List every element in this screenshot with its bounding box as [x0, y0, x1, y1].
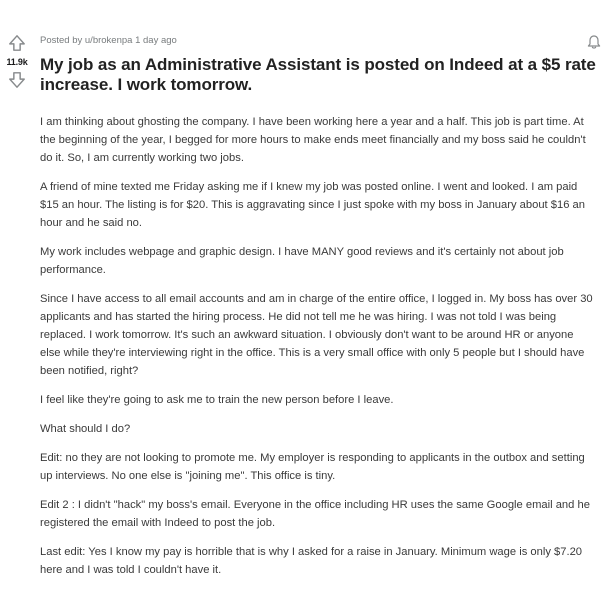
- vote-column: [0, 34, 34, 89]
- upvote-arrow-icon[interactable]: [8, 34, 26, 52]
- post-meta: [40, 34, 596, 48]
- post-content: [40, 34, 596, 590]
- body-paragraph: A friend of mine texted me Friday asking me if I knew my job was posted online. I went and looked. I am paid $15 an hour. The listing is for $20. This is aggravating since I just spoke with my boss in January about $16 an hour and he said no.: [40, 181, 585, 229]
- body-paragraph: I am thinking about ghosting the company. I have been working here a year and a half. This job is part time. At the beginning of the year, I begged for more hours to make ends meet financially and my boss said he couldn't do it. So, I am currently working two jobs.: [40, 116, 586, 164]
- post-title[interactable]: My job as an Administrative Assistant is posted on Indeed at a $5 rate increase. I work tomorrow.: [40, 55, 596, 94]
- body-paragraph: Last edit: Yes I know my pay is horrible that is why I asked for a raise in January. Minimum wage is only $7.20 here and I was told I couldn't have it.: [40, 546, 583, 576]
- downvote-arrow-icon[interactable]: [8, 71, 26, 89]
- body-paragraph: Edit: no they are not looking to promote me. My employer is responding to applicants in the outbox and setting up interviews. No one else is "joining me". This office is tiny.: [40, 452, 585, 482]
- post-body: [40, 113, 596, 579]
- post-age: 1 day ago: [135, 35, 177, 46]
- author-link[interactable]: u/brokenpa: [84, 35, 133, 46]
- body-paragraph: My work includes webpage and graphic design. I have MANY good reviews and it's certainly not about job performance.: [40, 246, 564, 276]
- vote-score: 11.9k: [6, 57, 28, 67]
- body-paragraph: Edit 2 : I didn't "hack" my boss's email. Everyone in the office including HR uses the same Google email and he registered the email with Indeed to post the job.: [40, 499, 590, 529]
- body-paragraph: Since I have access to all email accounts and am in charge of the entire office, I logged in. My boss has over 30 applicants and has started the hiring process. He did not tell me he was hiring. I was not told I was being replaced. I work tomorrow. It's such an awkward situation. I obviously don't want to be around HR or anyone else while they're interviewing right in the office. This is a very small office with only 5 people but I should have been notified, right?: [40, 293, 593, 377]
- bell-icon[interactable]: [586, 34, 602, 50]
- body-paragraph: What should I do?: [40, 423, 131, 435]
- body-paragraph: I feel like they're going to ask me to train the new person before I leave.: [40, 394, 394, 406]
- meta-prefix: Posted by: [40, 35, 85, 46]
